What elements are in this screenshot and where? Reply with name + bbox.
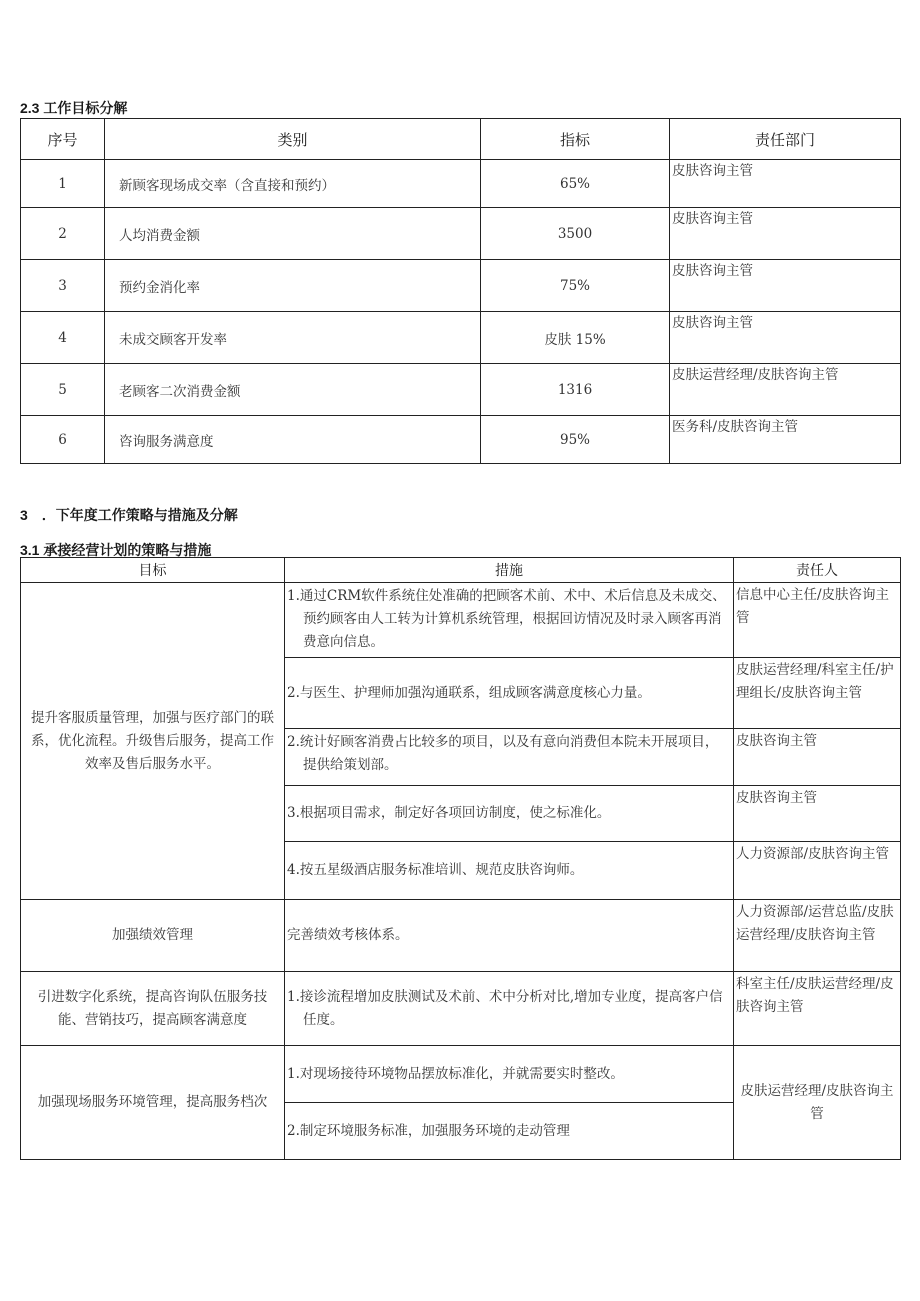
- work-goals-table: [20, 118, 901, 464]
- owner-cell: 皮肤运营经理/皮肤咨询主管: [734, 1046, 901, 1160]
- owner-cell: 皮肤运营经理/科室主任/护理组长/皮肤咨询主管: [734, 658, 901, 729]
- measure-cell: [285, 842, 734, 900]
- strategy-measures-table: [20, 557, 901, 1160]
- measure-cell: [285, 583, 734, 658]
- row-department: 皮肤咨询主管: [670, 160, 901, 208]
- table-row: [21, 364, 901, 416]
- section-2-3-title: 2.3 工作目标分解: [20, 100, 128, 116]
- table-row: [21, 160, 901, 208]
- row-category: 新顾客现场成交率（含直接和预约）: [105, 160, 481, 208]
- row-target: 65%: [481, 160, 670, 208]
- row-index: 3: [21, 260, 105, 312]
- measure-cell: [285, 729, 734, 786]
- owner-cell: 人力资源部/皮肤咨询主管: [734, 842, 901, 900]
- table-header-row: [21, 119, 901, 160]
- row-index: 2: [21, 208, 105, 260]
- table-row: [21, 416, 901, 464]
- owner-cell: 科室主任/皮肤运营经理/皮肤咨询主管: [734, 972, 901, 1046]
- row-category: 未成交顾客开发率: [105, 312, 481, 364]
- measure-cell: [285, 972, 734, 1046]
- owner-cell: 信息中心主任/皮肤咨询主管: [734, 583, 901, 658]
- table-row: [21, 312, 901, 364]
- measure-text: 1.通过CRM软件系统住处准确的把顾客术前、术中、术后信息及未成交、预约顾客由人工转为计算机系统管理，根据回访情况及时录入顾客再消费意向信息。: [287, 588, 726, 650]
- table-row: [21, 260, 901, 312]
- row-department: 皮肤运营经理/皮肤咨询主管: [670, 364, 901, 416]
- row-department: 医务科/皮肤咨询主管: [670, 416, 901, 464]
- measure-cell: [285, 900, 734, 972]
- header-measure: 措施: [285, 558, 734, 583]
- row-index: 5: [21, 364, 105, 416]
- header-category: 类别: [105, 119, 481, 160]
- row-target: 1316: [481, 364, 670, 416]
- measure-text: 2.统计好顾客消费占比较多的项目，以及有意向消费但本院未开展项目，提供给策划部。: [287, 734, 719, 773]
- row-index: 1: [21, 160, 105, 208]
- measure-text: 4.按五星级酒店服务标准培训、规范皮肤咨询师。: [287, 862, 584, 878]
- header-owner: 责任人: [734, 558, 901, 583]
- measure-cell: [285, 658, 734, 729]
- row-category: 预约金消化率: [105, 260, 481, 312]
- measure-cell: [285, 1046, 734, 1103]
- measure-text: 3.根据项目需求，制定好各项回访制度，使之标准化。: [287, 805, 611, 821]
- table-row: [21, 583, 901, 658]
- measure-text: 2.与医生、护理师加强沟通联系，组成顾客满意度核心力量。: [287, 684, 651, 701]
- table-row: [21, 972, 901, 1046]
- owner-cell: 皮肤咨询主管: [734, 729, 901, 786]
- row-index: 4: [21, 312, 105, 364]
- row-category: 老顾客二次消费金额: [105, 364, 481, 416]
- row-department: 皮肤咨询主管: [670, 260, 901, 312]
- measure-text: 1.对现场接待环境物品摆放标准化，并就需要实时整改。: [287, 1065, 624, 1082]
- table-row: [21, 900, 901, 972]
- measure-text: 1.接诊流程增加皮肤测试及术前、术中分析对比,增加专业度，提高客户信任度。: [287, 988, 723, 1028]
- header-goal: 目标: [21, 558, 285, 583]
- row-target: 3500: [481, 208, 670, 260]
- table-row: [21, 208, 901, 260]
- owner-cell: 皮肤咨询主管: [734, 786, 901, 842]
- row-index: 6: [21, 416, 105, 464]
- measure-text: 2.制定环境服务标准，加强服务环境的走动管理: [287, 1122, 570, 1139]
- goal-cell: 引进数字化系统，提高咨询队伍服务技能、营销技巧，提高顾客满意度: [21, 972, 285, 1046]
- table-row: [21, 1046, 901, 1103]
- header-department: 责任部门: [670, 119, 901, 160]
- row-department: 皮肤咨询主管: [670, 312, 901, 364]
- section-3-title: 3 ．下年度工作策略与措施及分解: [20, 507, 238, 523]
- owner-cell: 人力资源部/运营总监/皮肤运营经理/皮肤咨询主管: [734, 900, 901, 972]
- measure-text: 完善绩效考核体系。: [287, 927, 409, 943]
- row-department: 皮肤咨询主管: [670, 208, 901, 260]
- row-category: 人均消费金额: [105, 208, 481, 260]
- header-target: 指标: [481, 119, 670, 160]
- row-target: 95%: [481, 416, 670, 464]
- header-index: 序号: [21, 119, 105, 160]
- goal-cell: 加强绩效管理: [21, 900, 285, 972]
- row-target: 皮肤 15%: [481, 312, 670, 364]
- measure-cell: [285, 786, 734, 842]
- measure-cell: [285, 1103, 734, 1160]
- row-target: 75%: [481, 260, 670, 312]
- table-header-row: [21, 558, 901, 583]
- section-3-1-title: 3.1 承接经营计划的策略与措施: [20, 542, 212, 558]
- goal-cell: 加强现场服务环境管理，提高服务档次: [21, 1046, 285, 1160]
- row-category: 咨询服务满意度: [105, 416, 481, 464]
- goal-cell: 提升客服质量管理，加强与医疗部门的联系，优化流程。升级售后服务，提高工作效率及售后服务水平。: [21, 583, 285, 900]
